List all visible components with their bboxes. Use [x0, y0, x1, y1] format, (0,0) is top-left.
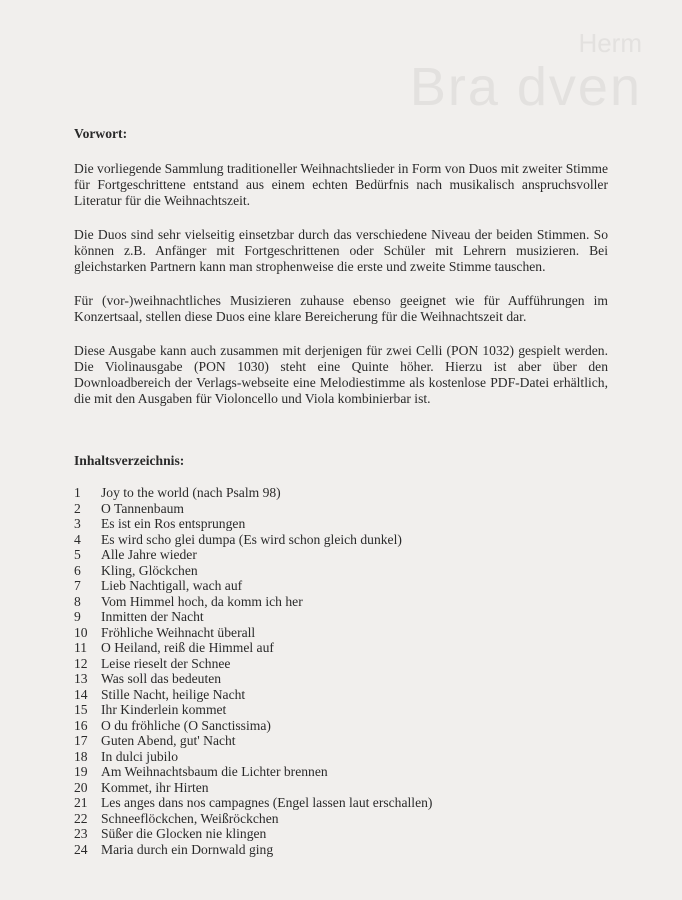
- contents-item: [74, 733, 608, 749]
- preface-paragraph: Für (vor-)weihnachtliches Musizieren zuhause ebenso geeignet wie für Aufführungen im Konzertsaal, stellen diese Duos eine klare Bereicherung für die Weihnachtszeit dar.: [74, 293, 608, 324]
- contents-item-number: 8: [74, 593, 81, 609]
- contents-item-number: 5: [74, 547, 81, 562]
- contents-item: [74, 578, 608, 594]
- contents-item-title: Kling, Glöckchen: [101, 562, 198, 578]
- contents-item: [74, 547, 608, 563]
- contents-item: [74, 842, 608, 858]
- contents-item-title: Es ist ein Ros entsprungen: [101, 516, 246, 531]
- contents-item: [74, 671, 608, 687]
- contents-item-title: Am Weihnachtsbaum die Lichter brennen: [101, 764, 328, 779]
- contents-item-title: Guten Abend, gut' Nacht: [101, 733, 236, 748]
- contents-item-number: 21: [74, 795, 88, 810]
- contents-item: [74, 687, 608, 703]
- contents-item-number: 2: [74, 500, 81, 516]
- preface-heading: Vorwort:: [74, 126, 128, 141]
- contents-item: [74, 532, 608, 548]
- contents-item: [74, 811, 608, 827]
- contents-item: [74, 640, 608, 656]
- contents-item-number: 1: [74, 485, 81, 500]
- contents-item-title: Ihr Kinderlein kommet: [101, 702, 227, 717]
- contents-item-number: 12: [74, 655, 88, 671]
- contents-item-title: Inmitten der Nacht: [101, 609, 204, 624]
- contents-item: [74, 764, 608, 780]
- contents-item-title: Süßer die Glocken nie klingen: [101, 826, 267, 841]
- contents-item-number: 23: [74, 826, 88, 841]
- contents-item: [74, 795, 608, 811]
- contents-item-title: Kommet, ihr Hirten: [101, 779, 209, 795]
- bleed-through-line-1: Herm: [578, 28, 642, 58]
- contents-item-title: Es wird scho glei dumpa (Es wird schon gleich dunkel): [101, 531, 402, 547]
- preface-paragraph: Diese Ausgabe kann auch zusammen mit derjenigen für zwei Celli (PON 1032) gespielt werden. Die Violinausgabe (PON 1030) steht eine Quinte höher. Hierzu ist aber über den Downloadbereich der Verlags-webseite eine Melodiestimme als kostenlose PDF-Datei erhältlich, die mit den Ausgaben für Violoncello und Viola kombinierbar ist.: [74, 343, 608, 406]
- contents-item-title: Vom Himmel hoch, da komm ich her: [101, 593, 303, 609]
- contents-item-title: Maria durch ein Dornwald ging: [101, 841, 274, 857]
- contents-item-number: 3: [74, 516, 81, 531]
- contents-item-title: Schneeflöckchen, Weißröckchen: [101, 810, 279, 826]
- contents-item-number: 7: [74, 578, 81, 593]
- contents-item-number: 15: [74, 702, 88, 717]
- contents-item: [74, 563, 608, 579]
- contents-item-title: Leise rieselt der Schnee: [101, 655, 231, 671]
- contents-item-title: O du fröhliche (O Sanctissima): [101, 717, 271, 733]
- contents-item-title: O Tannenbaum: [101, 500, 184, 516]
- contents-item: [74, 516, 608, 532]
- contents-item-title: O Heiland, reiß die Himmel auf: [101, 640, 274, 655]
- contents-item: [74, 485, 608, 501]
- contents-item-number: 10: [74, 624, 88, 640]
- contents-item-title: Stille Nacht, heilige Nacht: [101, 686, 246, 702]
- contents-item-number: 20: [74, 779, 88, 795]
- contents-item: [74, 625, 608, 641]
- contents-item-title: Alle Jahre wieder: [101, 547, 197, 562]
- contents-item-number: 4: [74, 531, 81, 547]
- contents-item-title: Was soll das bedeuten: [101, 671, 222, 686]
- contents-item-number: 13: [74, 671, 88, 686]
- contents-item-title: Joy to the world (nach Psalm 98): [101, 485, 281, 500]
- contents-item-number: 18: [74, 748, 88, 764]
- document-page: [74, 126, 608, 857]
- contents-item-number: 11: [74, 640, 88, 655]
- contents-item-number: 24: [74, 841, 88, 857]
- contents-item-number: 6: [74, 562, 81, 578]
- contents-item-number: 22: [74, 810, 88, 826]
- contents-item-number: 14: [74, 686, 88, 702]
- contents-item-title: In dulci jubilo: [101, 748, 179, 764]
- preface-paragraph: Die vorliegende Sammlung traditioneller Weihnachtslieder in Form von Duos mit zweiter Stimme für Fortgeschrittene entstand aus einem echten Bedürfnis nach musikalisch anspruchsvoller Literatur für die Weihnachtszeit.: [74, 161, 608, 208]
- contents-heading: Inhaltsverzeichnis:: [74, 453, 185, 468]
- contents-item: [74, 594, 608, 610]
- contents-item: [74, 826, 608, 842]
- contents-item-number: 19: [74, 764, 88, 779]
- preface-paragraph: Die Duos sind sehr vielseitig einsetzbar durch das verschiedene Niveau der beiden Stimmen. So können z.B. Anfänger mit Fortgeschrittenen oder Schüler mit Lehrern musizieren. Bei gleichstarken Partnern kann man strophenweise die erste und zweite Stimme tauschen.: [74, 227, 608, 274]
- contents-item-title: Lieb Nachtigall, wach auf: [101, 578, 243, 593]
- contents-item-number: 17: [74, 733, 88, 748]
- contents-item: [74, 702, 608, 718]
- contents-list: [74, 485, 608, 857]
- contents-item: [74, 609, 608, 625]
- contents-item-number: 9: [74, 609, 81, 624]
- bleed-through-title: [409, 28, 642, 117]
- contents-item-title: Fröhliche Weihnacht überall: [101, 624, 256, 640]
- contents-item: [74, 749, 608, 765]
- contents-item-title: Les anges dans nos campagnes (Engel lassen laut erschallen): [101, 795, 433, 810]
- contents-item: [74, 501, 608, 517]
- contents-item: [74, 780, 608, 796]
- bleed-through-line-2: Bra dven: [409, 57, 642, 117]
- contents-item: [74, 656, 608, 672]
- contents-item: [74, 718, 608, 734]
- contents-item-number: 16: [74, 717, 88, 733]
